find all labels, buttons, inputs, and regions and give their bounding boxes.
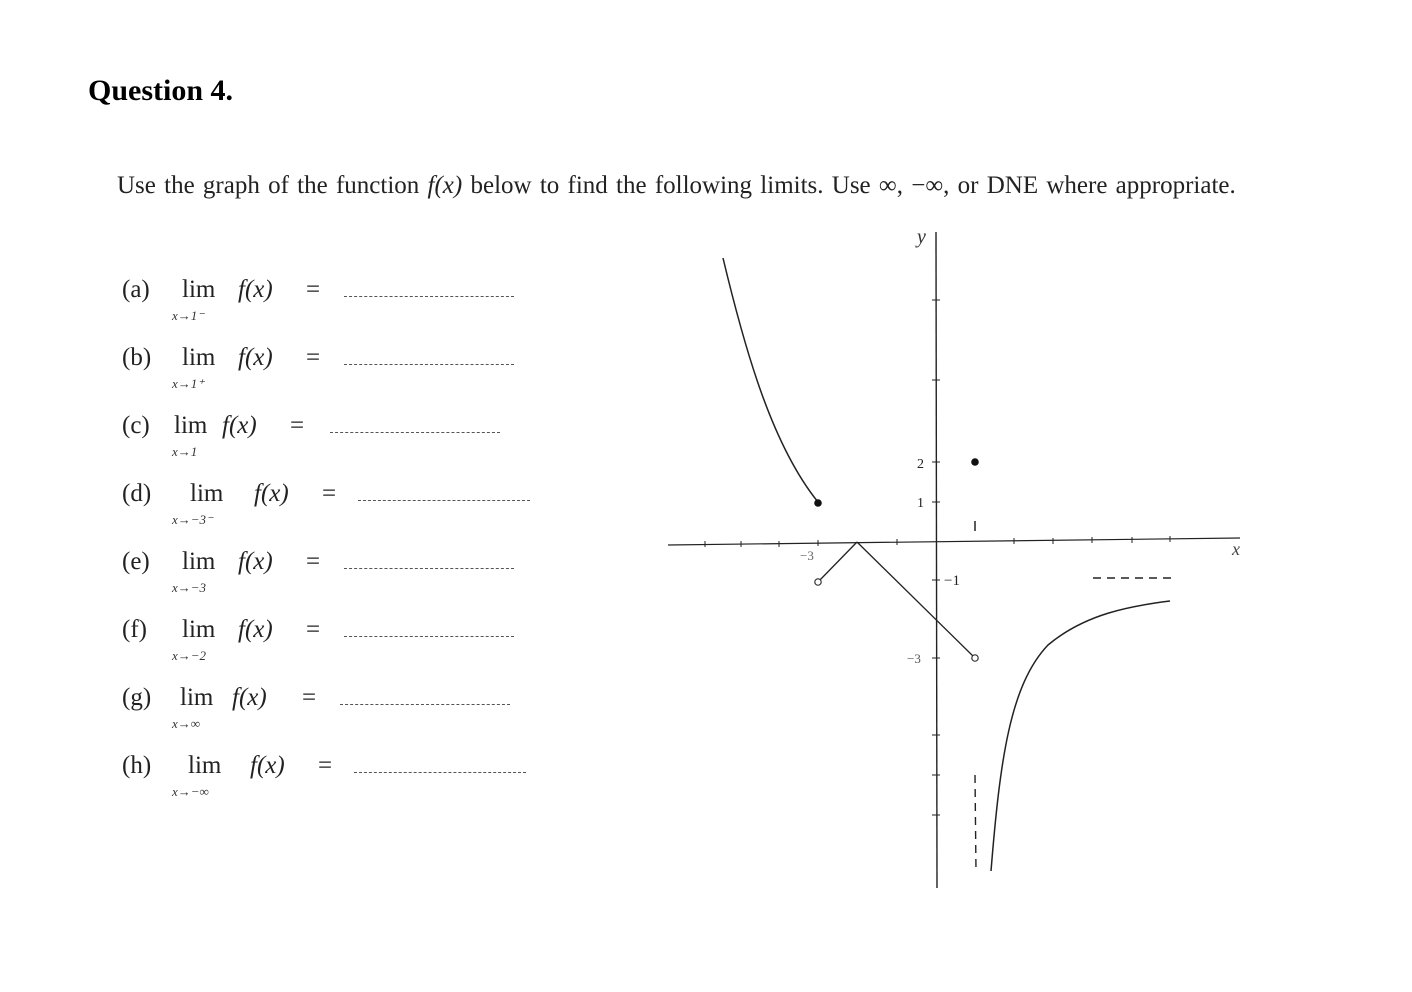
equals-sign: = [322,480,337,507]
equals-sign: = [302,684,317,711]
part-label: (b) [122,344,152,371]
question-heading: Question 4. [88,74,234,107]
lim-text: lim [182,616,216,643]
answer-blank[interactable] [344,364,514,365]
y-tick-label-neg3: −3 [907,651,921,666]
equals-sign: = [318,752,333,779]
equals-sign: = [306,616,321,643]
equals-sign: = [306,276,321,303]
instructions-text: Use the graph of the function [117,172,428,199]
x-axis [668,521,1240,547]
function-expression: f(x) [238,276,273,303]
limit-part-f [122,610,562,666]
function-expression: f(x) [222,412,257,439]
y-axis [932,232,940,888]
equals-sign: = [290,412,305,439]
answer-blank[interactable] [344,568,514,569]
lim-approach: x→−2 [172,648,207,663]
answer-blank[interactable] [330,432,500,433]
part-label: (d) [122,480,152,507]
closed-point-left [814,499,822,507]
lim-text: lim [188,752,222,779]
limit-part-e [122,542,562,598]
y-tick-label-1: 1 [917,496,924,511]
part-label: (h) [122,752,152,779]
right-curve [991,601,1170,871]
part-label: (c) [122,412,150,439]
vertical-asymptote [975,775,976,872]
part-label: (f) [122,616,147,643]
falling-segment [857,542,975,658]
function-expression: f(x) [238,616,273,643]
limit-part-b [122,338,562,394]
lim-approach: x→−3 [172,580,207,595]
open-point-left [815,579,821,585]
answer-blank[interactable] [344,296,514,297]
answer-blank[interactable] [340,704,510,705]
function-expression: f(x) [238,344,273,371]
function-expression: f(x) [254,480,289,507]
y-tick-label-2: 2 [917,457,924,472]
lim-approach: x→−3⁻ [172,512,213,527]
lim-approach: x→1 [172,444,198,459]
lim-approach: x→1⁺ [172,376,205,391]
lim-text: lim [182,344,216,371]
x-axis-label: x [1232,539,1240,559]
lim-approach: x→∞ [172,716,201,731]
limit-part-h [122,746,562,802]
limit-part-d [122,474,562,530]
y-axis-label: y [917,226,926,248]
equals-sign: = [306,344,321,371]
part-label: (g) [122,684,152,711]
lim-approach: x→−∞ [172,784,209,799]
function-graph [660,220,1260,904]
lim-text: lim [190,480,224,507]
open-point-right [972,655,978,661]
function-expression: f(x) [232,684,267,711]
lim-text: lim [180,684,214,711]
part-label: (a) [122,276,150,303]
x-tick-label-neg3: −3 [800,548,814,563]
left-curve [723,258,818,502]
lim-text: lim [182,548,216,575]
function-expression: f(x) [238,548,273,575]
instructions-text-end: below to find the following limits. Use ∞, −∞, or DNE where appropriate. [462,172,1236,199]
instructions-function: f(x) [427,172,463,199]
lim-text: lim [174,412,208,439]
limit-part-c [122,406,562,462]
rising-segment [818,542,857,582]
answer-blank[interactable] [344,636,514,637]
answer-blank[interactable] [358,500,530,501]
instructions [117,168,1307,204]
isolated-point [971,458,979,466]
graph-svg [660,220,1260,900]
part-label: (e) [122,548,150,575]
lim-approach: x→1⁻ [172,308,205,323]
answer-blank[interactable] [354,772,526,773]
function-expression: f(x) [250,752,285,779]
limit-part-g [122,678,562,734]
limit-part-a [122,270,562,326]
y-tick-label-neg1: −1 [944,573,960,589]
equals-sign: = [306,548,321,575]
lim-text: lim [182,276,216,303]
